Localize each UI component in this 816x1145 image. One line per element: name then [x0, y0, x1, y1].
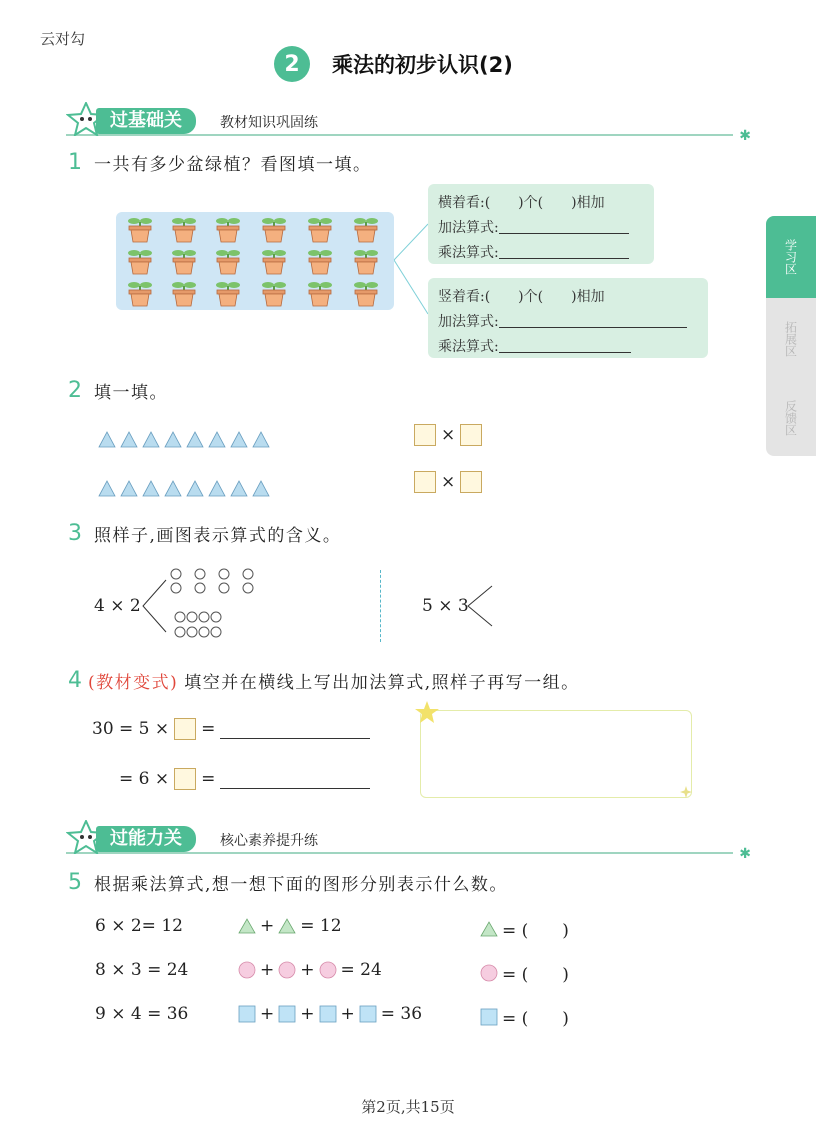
multiplication-expression: 9 × 4 = 36	[95, 1004, 189, 1024]
brand-name: 云对勾	[40, 30, 86, 48]
section-subtitle: 教材知识巩固练	[220, 115, 318, 131]
square-answer	[480, 1004, 569, 1029]
connector-lines	[394, 196, 430, 346]
answer-box[interactable]	[414, 471, 436, 493]
answer-box[interactable]	[174, 768, 196, 790]
question-tag: (教材变式)	[88, 673, 179, 693]
question-5	[68, 870, 508, 895]
question-text: 根据乘法算式,想一想下面的图形分别表示什么数。	[94, 875, 508, 895]
lesson-number: 2	[274, 46, 310, 82]
vertical-count-row[interactable]: 竖着看:( )个( )相加	[438, 288, 605, 305]
sparkle-icon	[680, 786, 692, 798]
question-number: 1	[68, 150, 82, 175]
triangle-icon	[480, 921, 498, 937]
question-number: 5	[68, 870, 82, 895]
triangle-icon	[278, 918, 296, 934]
multiplication-expression: 6 × 2= 12	[95, 916, 183, 936]
addition-row: 加法算式:	[438, 214, 644, 239]
triangle-answer	[480, 916, 569, 941]
answer-box[interactable]	[460, 424, 482, 446]
example-expression: 4 × 2	[94, 596, 141, 616]
multiplication-row: 乘法算式:	[438, 239, 644, 264]
addition-answer-line[interactable]	[499, 220, 629, 234]
tab-study[interactable]: 学习区	[766, 216, 816, 298]
section-ability	[66, 826, 751, 862]
question-text: 填空并在横线上写出加法算式,照样子再写一组。	[184, 673, 580, 693]
lesson-title: 乘法的初步认识(2)	[332, 53, 513, 77]
addition-answer-line[interactable]	[220, 719, 370, 739]
section-label: 过基础关	[96, 108, 196, 134]
square-icon	[238, 1005, 256, 1023]
addition-answer-line[interactable]	[499, 314, 687, 328]
circle-groups-diagram	[140, 566, 264, 642]
multiplication-answer-line[interactable]	[499, 339, 631, 353]
multiplication-answer-line[interactable]	[499, 245, 629, 259]
answer-box[interactable]	[460, 471, 482, 493]
circle-icon	[319, 961, 337, 979]
square-icon	[480, 1008, 498, 1026]
plant-grid-image	[116, 212, 394, 310]
multiplication-expression: 8 × 3 = 24	[95, 960, 189, 980]
answer-area-box[interactable]	[420, 710, 692, 798]
question-number: 4	[68, 668, 82, 693]
question-1	[68, 150, 372, 175]
answer-box[interactable]	[174, 718, 196, 740]
page-number: 第2页,共15页	[361, 1098, 455, 1116]
question-number: 2	[68, 378, 82, 403]
addition-answer-line[interactable]	[220, 769, 370, 789]
circle-icon	[238, 961, 256, 979]
triangle-row-1	[98, 430, 274, 448]
side-tabs	[766, 216, 816, 456]
question-3	[68, 521, 341, 546]
bracket-icon	[466, 584, 496, 628]
equation-line-1: 30 = 5 × =	[92, 718, 370, 740]
square-sum: + + + = 36	[238, 1004, 422, 1024]
potted-plants-icon	[116, 212, 394, 310]
answer-blank[interactable]: = ( )	[502, 921, 569, 941]
question-text: 填一填。	[94, 383, 168, 403]
triangle-icon	[238, 918, 256, 934]
answer-box[interactable]	[414, 424, 436, 446]
question-2	[68, 378, 168, 403]
tab-extend[interactable]: 拓展区	[766, 298, 816, 380]
question-number: 3	[68, 521, 82, 546]
divider	[380, 570, 381, 642]
square-icon	[319, 1005, 337, 1023]
section-basic	[66, 108, 751, 144]
square-icon	[278, 1005, 296, 1023]
section-subtitle: 核心素养提升练	[220, 833, 318, 849]
fill-row-1: ×	[414, 424, 482, 446]
star-icon: ✱	[739, 846, 751, 862]
multiplication-row: 乘法算式:	[438, 333, 698, 358]
square-icon	[359, 1005, 377, 1023]
practice-expression: 5 × 3	[422, 596, 469, 616]
addition-row: 加法算式:	[438, 308, 698, 333]
question-text: 一共有多少盆绿植？看图填一填。	[94, 155, 372, 175]
triangle-row-2	[98, 479, 274, 497]
question-4	[68, 668, 580, 693]
answer-blank[interactable]: = ( )	[502, 965, 569, 985]
fill-row-2: ×	[414, 471, 482, 493]
circle-answer	[480, 960, 569, 985]
triangle-sum: + = 12	[238, 916, 342, 936]
question-text: 照样子,画图表示算式的含义。	[94, 526, 342, 546]
star-icon: ✱	[739, 128, 751, 144]
horizontal-count-row[interactable]: 横着看:( )个( )相加	[438, 194, 605, 211]
horizontal-view-box	[428, 184, 654, 264]
section-label: 过能力关	[96, 826, 196, 852]
page-title	[274, 46, 513, 82]
circle-icon	[278, 961, 296, 979]
tab-feedback[interactable]: 反馈区	[766, 380, 816, 456]
vertical-view-box	[428, 278, 708, 358]
circle-sum: + + = 24	[238, 960, 382, 980]
answer-blank[interactable]: = ( )	[502, 1009, 569, 1029]
star-icon	[414, 700, 440, 724]
equation-line-2: = 6 × =	[119, 768, 370, 790]
circle-icon	[480, 964, 498, 982]
